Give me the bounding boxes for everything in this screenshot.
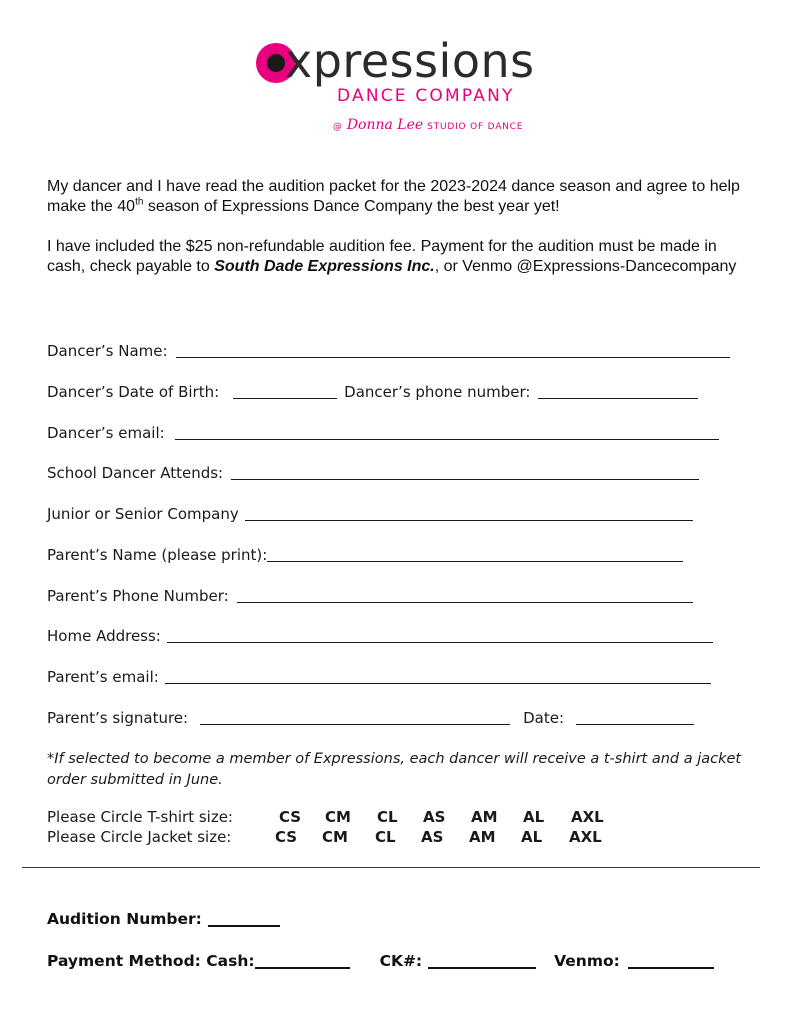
dancer-name-row	[47, 342, 730, 360]
venmo-blank[interactable]	[628, 952, 714, 969]
check-number-blank[interactable]	[428, 952, 536, 969]
parent-signature-blank[interactable]	[200, 709, 510, 725]
tshirt-size-option[interactable]: AS	[423, 808, 446, 826]
payment-cash-blank[interactable]	[255, 952, 350, 969]
logo-studio-line	[333, 118, 523, 132]
parent-signature-label: Parent’s signature:	[47, 709, 189, 727]
tshirt-size-option[interactable]: AL	[523, 808, 545, 826]
tshirt-size-option[interactable]: AM	[471, 808, 498, 826]
dancer-phone-label: Dancer’s phone number:	[344, 383, 531, 401]
school-row	[47, 464, 699, 482]
parent-email-row	[47, 668, 711, 686]
audition-number-row	[47, 910, 280, 929]
parent-phone-blank[interactable]	[237, 587, 693, 603]
payee-name: South Dade Expressions Inc.	[214, 258, 435, 275]
dancer-email-blank[interactable]	[175, 424, 719, 440]
date-blank[interactable]	[576, 709, 694, 725]
parent-phone-label: Parent’s Phone Number:	[47, 587, 229, 605]
company-blank[interactable]	[245, 505, 693, 521]
dancer-dob-label: Dancer’s Date of Birth:	[47, 383, 220, 401]
audition-number-label: Audition Number:	[47, 910, 202, 928]
intro-paragraph-1: My dancer and I have read the audition packet for the 2023-2024 dance season and agree to help make the 40th season of Expressions Dance Company the best year yet!	[47, 178, 740, 215]
dancer-name-label: Dancer’s Name:	[47, 342, 168, 360]
dancer-dob-blank[interactable]	[233, 383, 337, 399]
home-address-label: Home Address:	[47, 627, 161, 645]
dancer-email-label: Dancer’s email:	[47, 424, 165, 442]
parent-name-blank[interactable]	[267, 546, 683, 562]
dancer-name-blank[interactable]	[176, 342, 730, 358]
logo-wordmark: xpressions	[285, 34, 535, 88]
jacket-size-option[interactable]: AS	[421, 828, 444, 846]
logo-script-name: Donna Lee	[346, 117, 424, 133]
parent-phone-row	[47, 587, 693, 605]
home-address-blank[interactable]	[167, 627, 713, 643]
parent-email-label: Parent’s email:	[47, 668, 159, 686]
tshirt-size-row	[47, 808, 604, 827]
school-label: School Dancer Attends:	[47, 464, 224, 482]
jacket-size-option[interactable]: CL	[375, 828, 396, 846]
ordinal-suffix: th	[135, 196, 144, 208]
tshirt-size-label: Please Circle T-shirt size:	[47, 808, 233, 826]
logo-at: @	[333, 122, 343, 132]
audition-number-blank[interactable]	[208, 910, 280, 927]
school-blank[interactable]	[231, 464, 699, 480]
jacket-size-label: Please Circle Jacket size:	[47, 828, 232, 846]
company-row	[47, 505, 693, 523]
merch-note: *If selected to become a member of Expressions, each dancer will receive a t-shirt and a jacket order submitted in June.	[47, 751, 742, 788]
check-number-label: CK#:	[379, 952, 423, 970]
office-use-divider	[22, 867, 760, 868]
payment-method-row	[47, 952, 714, 971]
payment-cash-label: Payment Method: Cash:	[47, 952, 255, 970]
jacket-size-option[interactable]: AM	[469, 828, 496, 846]
parent-signature-row	[47, 709, 694, 727]
venmo-label: Venmo:	[554, 952, 620, 970]
logo-studio-text: STUDIO OF DANCE	[427, 122, 524, 132]
parent-email-blank[interactable]	[165, 668, 711, 684]
tshirt-size-option[interactable]: CS	[279, 808, 302, 826]
intro-paragraph-2: I have included the $25 non-refundable audition fee. Payment for the audition must be made in cash, check payable to South Dade Expressions Inc., or Venmo @Expressions-Dancecompany	[47, 238, 737, 275]
company-label: Junior or Senior Company	[47, 505, 239, 523]
dancer-email-row	[47, 424, 719, 442]
jacket-size-option[interactable]: CM	[322, 828, 348, 846]
jacket-size-row	[47, 828, 602, 847]
dancer-phone-blank[interactable]	[538, 383, 698, 399]
parent-name-row	[47, 546, 683, 564]
date-label: Date:	[523, 709, 564, 727]
jacket-size-option[interactable]: AXL	[569, 828, 602, 846]
tshirt-size-option[interactable]: AXL	[571, 808, 604, 826]
home-address-row	[47, 627, 713, 645]
logo-subtitle: DANCE COMPANY	[337, 86, 515, 106]
tshirt-size-option[interactable]: CM	[325, 808, 351, 826]
dancer-dob-row	[47, 383, 698, 401]
jacket-size-option[interactable]: AL	[521, 828, 543, 846]
tshirt-size-option[interactable]: CL	[377, 808, 398, 826]
jacket-size-option[interactable]: CS	[275, 828, 298, 846]
parent-name-label: Parent’s Name (please print):	[47, 546, 268, 564]
